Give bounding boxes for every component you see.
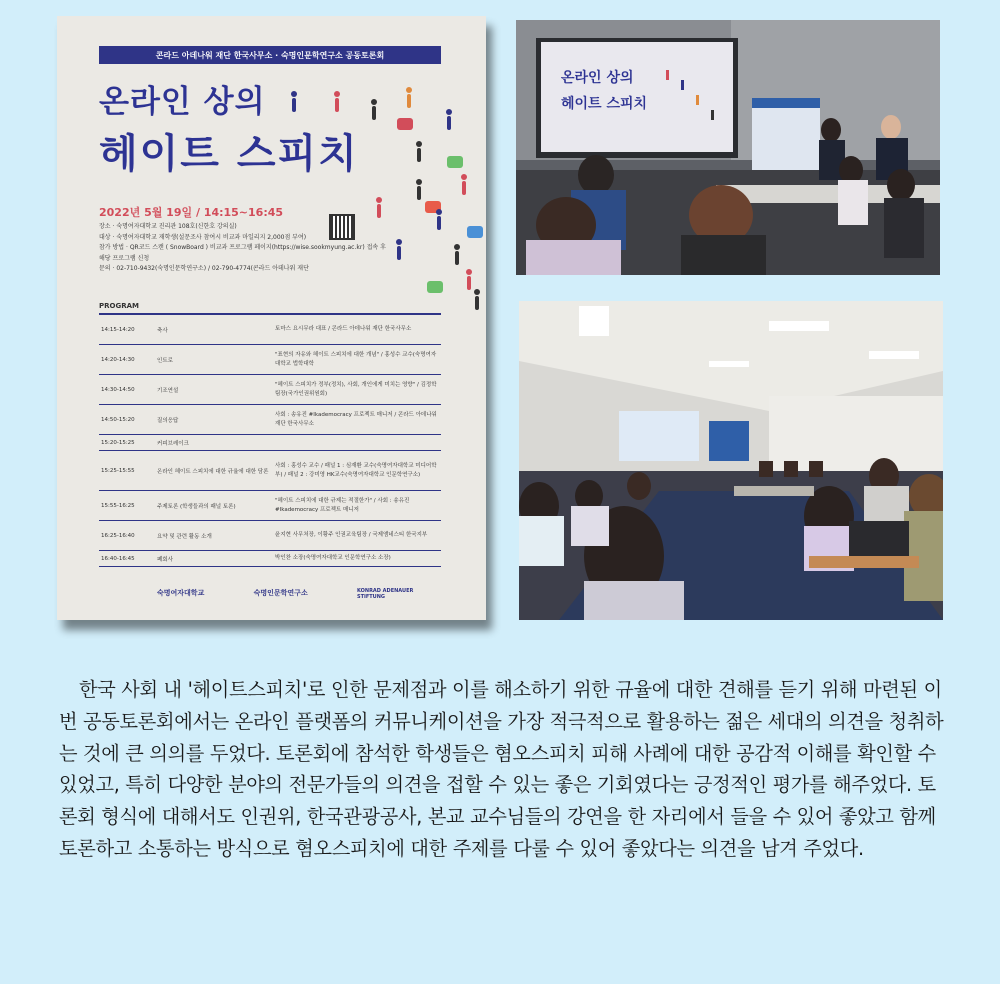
seminar-photo-classroom-scene	[519, 301, 943, 620]
poster-info: 장소 · 숙명여자대학교 진리관 108호(신한호 강의실) 대상 · 숙명여자대학교 재학생(설문조사 참여시 비교과 마일리지 2,000점 부여) 참가 방법 · QR코드 스캔 ( SnowBoard ) 비교과 프로그램 페이지(https://wise.sookmyung.ac.kr) 접속 후 해당 프로그램 신청 문의 · 02-710-9432(숙명인문학연구소) / 02-790-4774(콘라드 아데나워 재단	[99, 223, 386, 272]
poster-header: 콘라드 아데나워 재단 한국사무소 · 숙명인문학연구소 공동토론회	[99, 46, 441, 64]
event-poster	[57, 16, 486, 620]
program-row: 14:20-14:30 인트로 "표현의 자유와 헤이트 스피치에 대한 개념" / 홍성수 교수(숙명여자대학교 법학대학	[99, 345, 441, 375]
screen-title-1: 온라인 상의	[561, 70, 634, 86]
qr-code	[329, 214, 355, 240]
humanities-institute-logo: 숙명인문학연구소	[253, 589, 308, 597]
poster-title-line2: 헤이트 스피치	[99, 131, 359, 177]
seminar-photo-classroom	[519, 301, 943, 620]
people-illustration	[277, 76, 477, 316]
poster-date: 2022년 5월 19일 / 14:15~16:45	[99, 206, 284, 219]
program-row: 15:20-15:25 커피브레이크	[99, 435, 441, 451]
program-row: 16:40-16:45 폐회사 박인찬 소장(숙명여자대학교 인문학연구소 소장)	[99, 551, 441, 567]
seminar-photo-front-scene	[516, 20, 940, 275]
program-row: 14:50-15:20 질의응답 사회 : 송유진 #Ikademocracy 프로젝트 매니저 / 콘라드 아데나워 재단 한국사무소	[99, 405, 441, 435]
poster-title-line1: 온라인 상의	[99, 84, 266, 120]
program-row: 15:55-16:25 주제토론 (학생들과의 패널 토론) "헤이트 스피치에 대한 규제는 적절한가" / 사회 : 송유진 #Ikademocracy 프로젝트 매니저	[99, 491, 441, 521]
poster-logos	[157, 588, 417, 600]
kas-logo: KONRAD ADENAUER STIFTUNG	[356, 588, 414, 600]
program-row: 14:30-14:50 기조연설 "헤이트 스피치가 정부(정치), 사회, 개인에게 미치는 영향" / 김정학 팀장(국가인권위원회)	[99, 375, 441, 405]
sookmyung-logo: 숙명여자대학교	[157, 589, 205, 597]
program-row: 14:15-14:20 축사 토마스 요시무라 대표 / 콘라드 아데나워 재단 한국사무소	[99, 315, 441, 345]
program-row: 16:25-16:40 요약 및 관련 활동 소개 윤지현 사무처장, 이황주 인권교육팀장 / 국제앰네스티 한국지부	[99, 521, 441, 551]
seminar-photo-front	[516, 20, 940, 275]
program-row: 15:25-15:55 온라인 헤이트 스피치에 대한 규율에 대한 담론 사회 : 홍성수 교수 / 패널 1 : 심재환 교수(숙명여자대학교 미디어학부) / 패널 2 : 강미영 HK교수(숙명여자대학교 인문학연구소)	[99, 451, 441, 491]
article-paragraph: 한국 사회 내 '헤이트스피치'로 인한 문제점과 이를 해소하기 위한 규율에 대한 견해를 듣기 위해 마련된 이번 공동토론회에서는 온라인 플랫폼의 커뮤니케이션을 가장 적극적으로 활용하는 젊은 세대의 의견을 청취하는 것에 큰 의의를 두었다. 토론회에 참석한 학생들은 혐오스피치 피해 사례에 대한 공감적 이해를 확인할 수 있었고, 특히 다양한 분야의 전문가들의 의견을 접할 수 있는 좋은 기회였다는 긍정적인 평가를 해주었다. 토론회 형식에 대해서도 인권위, 한국관광공사, 본교 교수님들의 강연을 한 자리에서 들을 수 있어 좋았고 함께 토론하고 소통하는 방식으로 혐오스피치에 대한 주제를 다룰 수 있어 좋았다는 의견을 남겨 주었다.	[59, 678, 944, 860]
screen-title-2: 헤이트 스피치	[561, 96, 648, 112]
program-label: PROGRAM	[99, 302, 139, 310]
program-table	[99, 313, 441, 567]
